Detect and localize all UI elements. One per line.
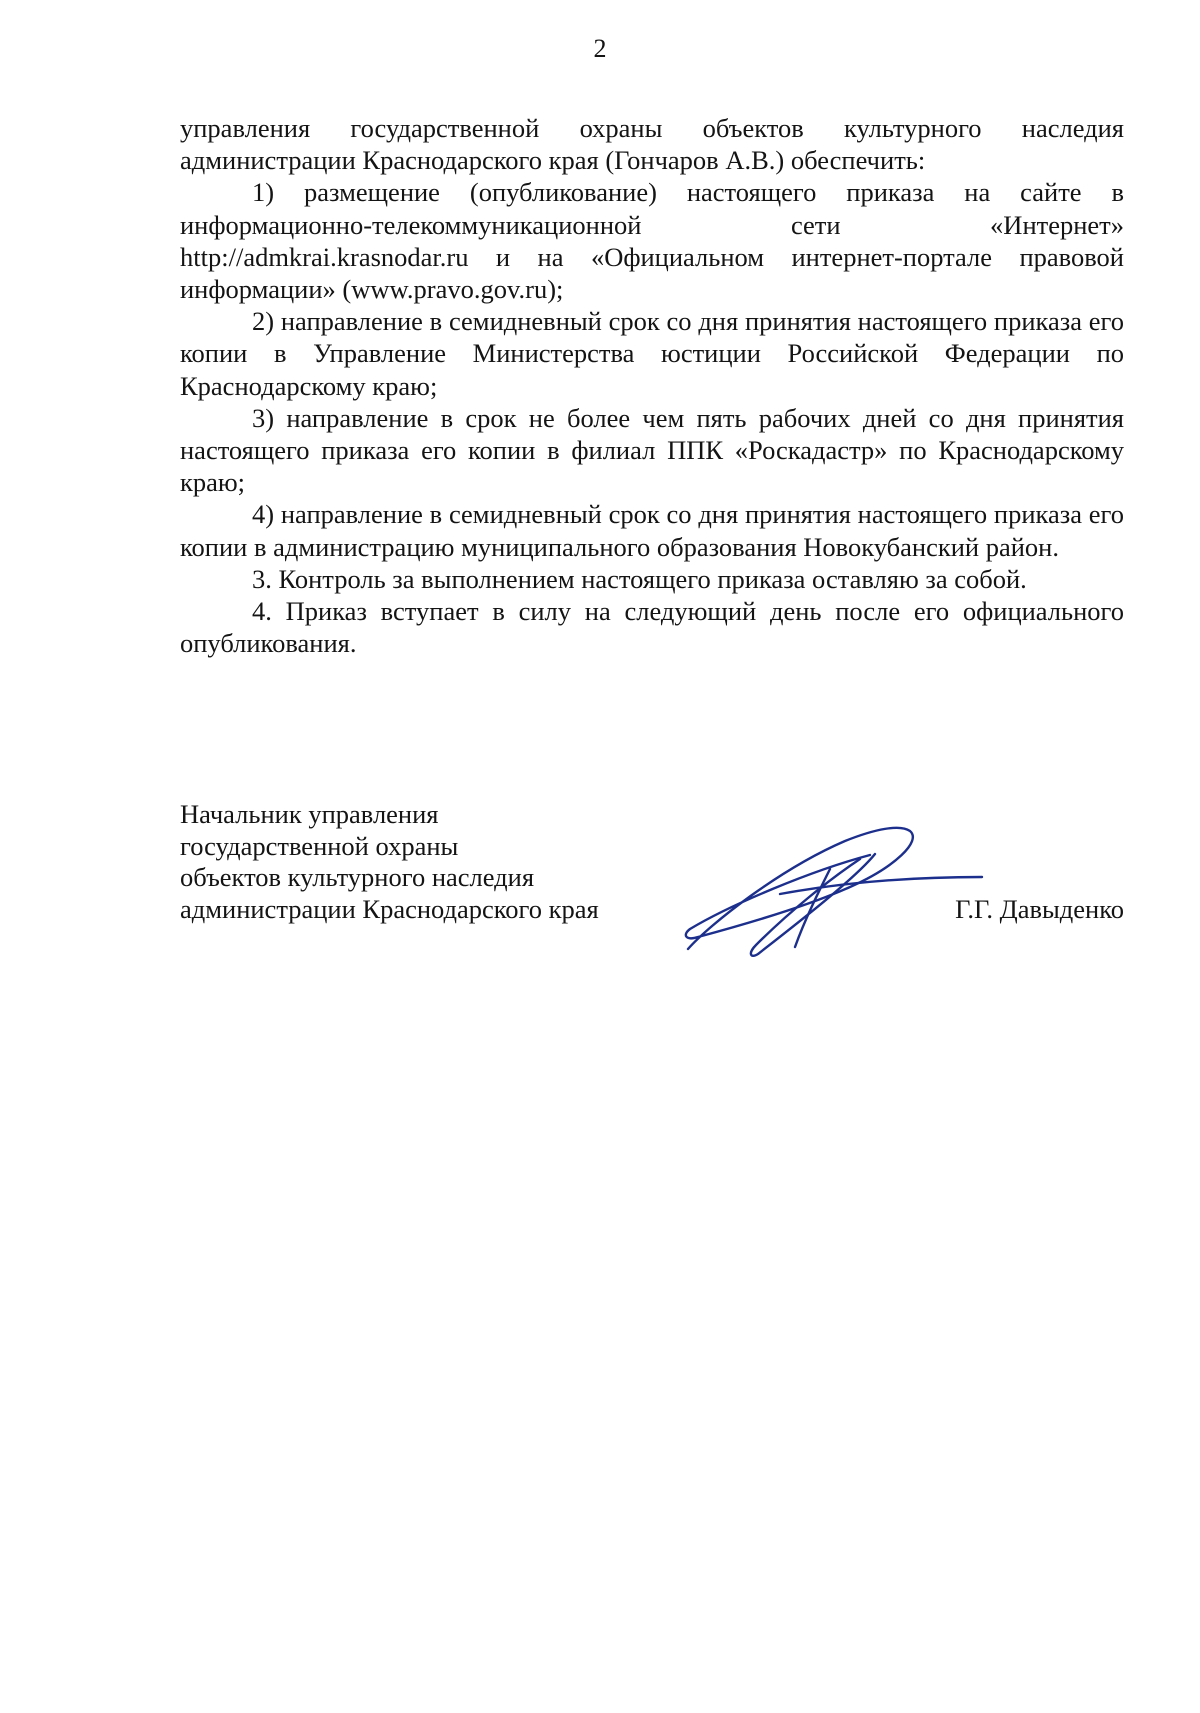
signature-stroke [795,869,830,947]
paragraph-item-4: 4) направление в семидневный срок со дня принятия настоящего приказа его копии в администрацию муниципального образования Новокубанский район. [180,499,1124,562]
signature-stroke [686,828,913,949]
signature-block [180,799,1124,969]
signer-title-line: государственной охраны [180,830,459,861]
signer-title-line: администрации Краснодарского края [180,893,599,924]
signer-name: Г.Г. Давыденко [955,893,1124,924]
paragraph-item-3: 3) направление в срок не более чем пять рабочих дней со дня принятия настоящего приказа его копии в филиал ППК «Роскадастр» по Краснодарскому краю; [180,402,1124,498]
signature-stroke [780,877,982,894]
signer-title [180,799,599,925]
paragraph-item-2: 2) направление в семидневный срок со дня принятия настоящего приказа его копии в Управление Министерства юстиции Российской Федерации по Краснодарскому краю; [180,306,1124,401]
paragraph-effective-clause: 4. Приказ вступает в силу на следующий день после его официального опубликования. [180,596,1124,659]
document-body [180,112,1124,659]
paragraph-control-clause: 3. Контроль за выполнением настоящего приказа оставляю за собой. [252,563,1027,594]
signer-title-line: Начальник управления [180,799,439,829]
signer-title-line: объектов культурного наследия [180,862,535,892]
page-number: 2 [593,34,607,63]
paragraph-item-1: 1) размещение (опубликование) настоящего приказа на сайте в информационно-телекоммуникационной сети «Интернет» http://admkrai.krasnodar.ru и на «Официальном интернет-портале правовой информации» (www.pravo.gov.ru); [180,177,1124,305]
paragraph-intro: управления государственной охраны объектов культурного наследия администрации Краснодарского края (Гончаров А.В.) обеспечить: [180,113,1124,176]
handwritten-signature [670,819,990,959]
